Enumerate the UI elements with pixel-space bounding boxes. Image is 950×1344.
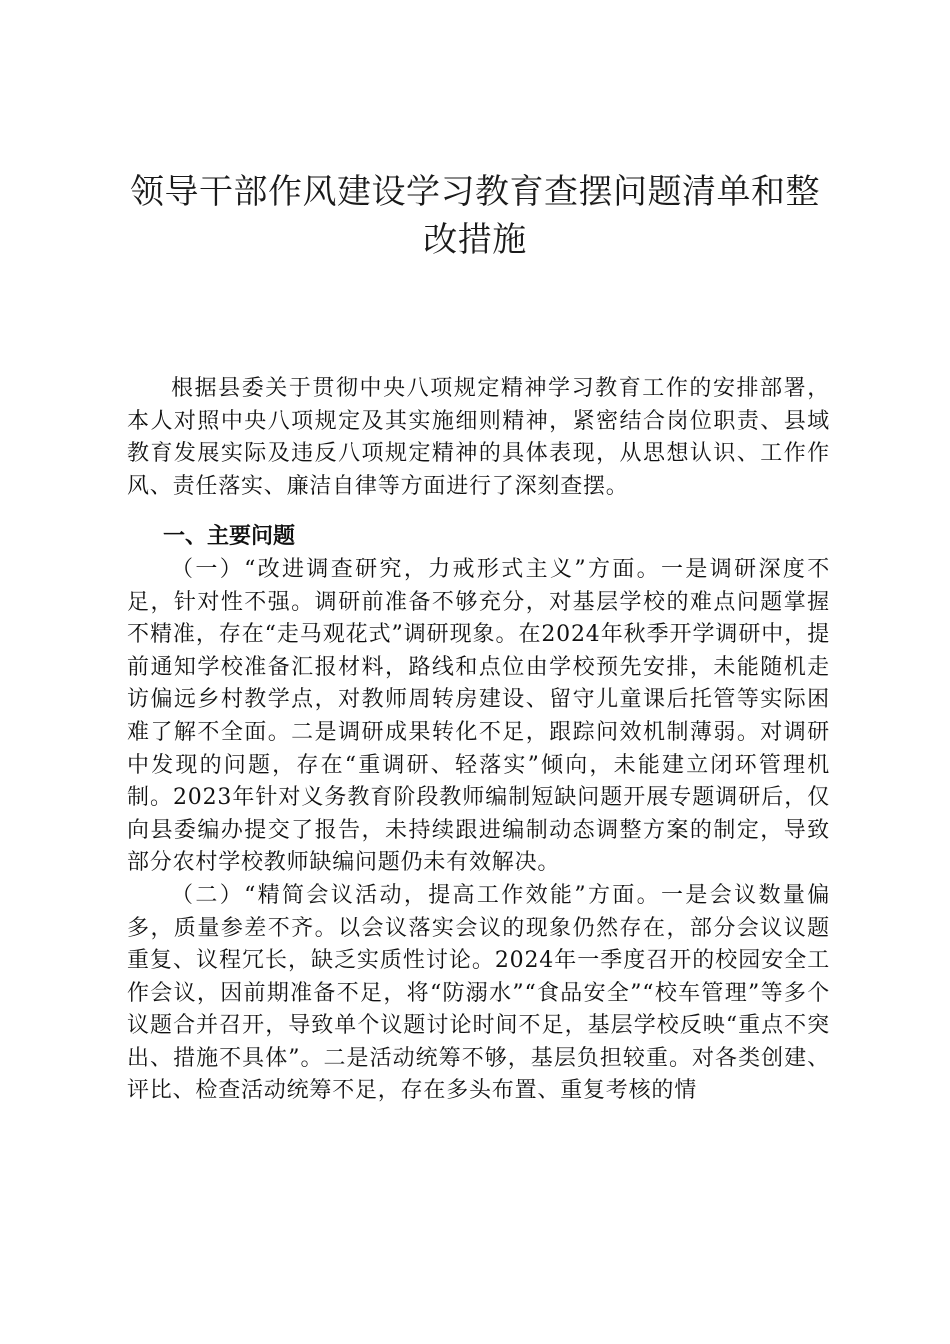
section-heading-main-problems: 一、主要问题	[163, 524, 296, 550]
intro-paragraph: 根据县委关于贯彻中央八项规定精神学习教育工作的安排部署，本人对照中央八项规定及其实施细则精神，紧密结合岗位职责、县域教育发展实际及违反八项规定精神的具体表现，从思想认识、工作作风、责任落实、廉洁自律等方面进行了深刻查摆。	[127, 376, 830, 499]
problem-item-2: （二）“精简会议活动，提高工作效能”方面。一是会议数量偏多，质量参差不齐。以会议落实会议的现象仍然存在，部分会议议题重复、议程冗长，缺乏实质性讨论。2024年一季度召开的校园安全工作会议，因前期准备不足，将“防溺水”“食品安全”“校车管理”等多个议题合并召开，导致单个议题讨论时间不足，基层学校反映“重点不突出、措施不具体”。二是活动统筹不够，基层负担较重。对各类创建、评比、检查活动统筹不足，存在多头布置、重复考核的情	[127, 882, 830, 1104]
document-title: 领导干部作风建设学习教育查摆问题清单和整改措施	[130, 172, 820, 260]
document-body	[127, 373, 830, 1108]
problem-item-1: （一）“改进调查研究，力戒形式主义”方面。一是调研深度不足，针对性不强。调研前准备不够充分，对基层学校的难点问题掌握不精准，存在“走马观花式”调研现象。在2024年秋季开学调研中，提前通知学校准备汇报材料，路线和点位由学校预先安排，未能随机走访偏远乡村教学点，对教师周转房建设、留守儿童课后托管等实际困难了解不全面。二是调研成果转化不足，跟踪问效机制薄弱。对调研中发现的问题，存在“重调研、轻落实”倾向，未能建立闭环管理机制。2023年针对义务教育阶段教师编制短缺问题开展专题调研后，仅向县委编办提交了报告，未持续跟进编制动态调整方案的制定，导致部分农村学校教师缺编问题仍未有效解决。	[127, 556, 830, 876]
